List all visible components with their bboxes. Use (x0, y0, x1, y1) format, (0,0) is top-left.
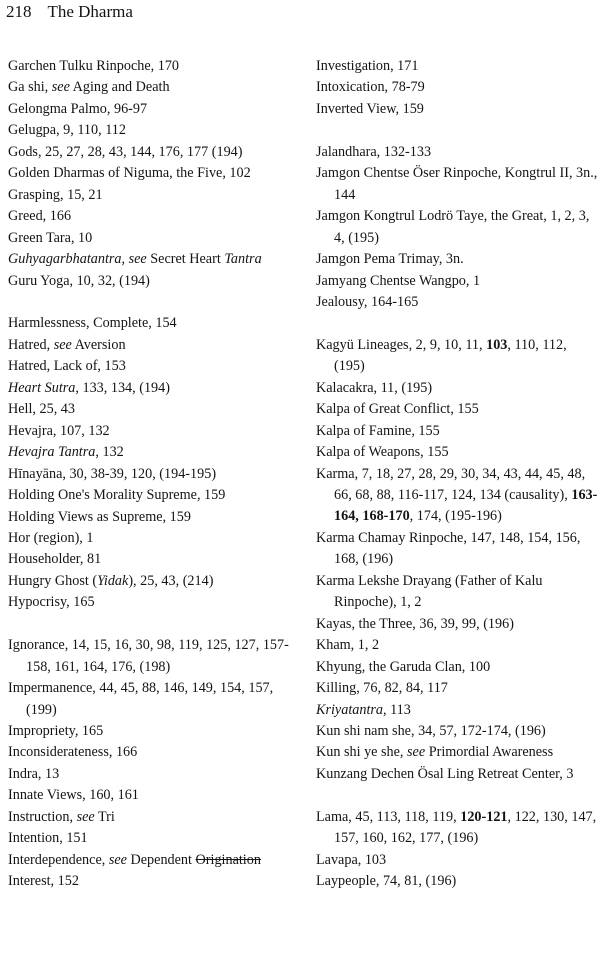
index-entry-text: Kayas, the Three, 36, 39, 99, (196) (316, 615, 514, 632)
index-entry (8, 464, 298, 485)
index-entry-text: Golden Dharmas of Niguma, the Five, 102 (8, 165, 251, 182)
index-entry-text: Hungry Ghost ( (8, 572, 98, 589)
index-entry-text: , 133, 134, (194) (75, 379, 170, 396)
section-gap (8, 292, 298, 313)
index-entry-text: Intention, 151 (8, 830, 88, 847)
section-gap (316, 785, 598, 806)
index-entry-text: Kalacakra, 11, (195) (316, 379, 433, 396)
index-entry-text: , 132 (95, 444, 124, 461)
index-entry-text: Impermanence, 44, 45, 88, 146, 149, 154, 157, (199) (8, 680, 274, 718)
index-entry (316, 464, 598, 528)
index-entry-text: Origination (195, 851, 261, 868)
index-entry-text: Interest, 152 (8, 873, 79, 890)
index-entry-text: Kagyü Lineages, 2, 9, 10, 11, (316, 336, 487, 353)
index-entry (8, 807, 298, 828)
index-entry-text: Interdependence, (8, 851, 109, 868)
index-entry-text: Guru Yoga, 10, 32, (194) (8, 272, 150, 289)
index-entry-text: Kham, 1, 2 (316, 637, 380, 654)
page-number: 218 (6, 2, 32, 21)
index-entry-text: Hell, 25, 43 (8, 401, 75, 418)
index-entry-text: Garchen Tulku Rinpoche, 170 (8, 58, 180, 74)
index-entry-text: Indra, 13 (8, 765, 60, 782)
index-entry-text: Grasping, 15, 21 (8, 186, 103, 203)
index-entry-text: Heart Sutra (8, 379, 76, 396)
index-entry-text: Intoxication, 78-79 (316, 79, 425, 96)
index-entry-text: Tantra (224, 251, 262, 268)
index-entry-text: see (407, 744, 426, 761)
index-entry (316, 142, 598, 163)
index-entry (8, 421, 298, 442)
index-entry-text: Investigation, 171 (316, 58, 419, 74)
index-entry (316, 721, 598, 742)
index-entry-text: Primordial Awareness (425, 744, 554, 761)
index-entry (8, 185, 298, 206)
index-entry-text: Hor (region), 1 (8, 529, 94, 546)
index-entry (8, 785, 298, 806)
section-gap (316, 120, 598, 141)
index-entry (8, 77, 298, 98)
index-entry-text: Impropriety, 165 (8, 723, 104, 740)
index-entry-text: Greed, 166 (8, 208, 72, 225)
index-entry (8, 742, 298, 763)
index-column-left (8, 56, 298, 893)
index-entry (316, 764, 598, 785)
index-entry (8, 228, 298, 249)
index-entry (316, 700, 598, 721)
index-entry-text: Hevajra Tantra (8, 444, 96, 461)
index-entry-text: Jamgon Kongtrul Lodrö Taye, the Great, 1, 2, 3, 4, (195) (316, 208, 590, 246)
index-entry (8, 850, 298, 871)
index-entry-text: , 122, 130, 147, 157, 160, 162, 177, (196) (334, 808, 597, 847)
index-entry (316, 421, 598, 442)
index-entry-text: Kunzang Dechen Ösal Ling Retreat Center, 3 (316, 765, 574, 782)
index-entry-text: 120-121 (460, 808, 508, 825)
index-entry (8, 206, 298, 227)
index-entry-text: Hevajra, 107, 132 (8, 422, 110, 439)
index-entry-text: , 174, (195-196) (409, 508, 502, 525)
index-entry-text: Karma Lekshe Drayang (Father of Kalu Rinpoche), 1, 2 (316, 572, 543, 611)
index-entry (316, 163, 598, 206)
index-entry (316, 635, 598, 656)
index-entry (316, 292, 598, 313)
index-entry-text: Ignorance, 14, 15, 16, 30, 98, 119, 125, 127, 157-158, 161, 164, 176, (198) (8, 637, 289, 675)
index-entry (316, 614, 598, 635)
index-entry-text: Holding Views as Supreme, 159 (8, 508, 191, 525)
index-entry-text: see (108, 851, 127, 868)
index-entry (8, 313, 298, 334)
running-title: The Dharma (47, 2, 133, 21)
index-entry-text: Hīnayāna, 30, 38-39, 120, (194-195) (8, 465, 217, 482)
index-entry-text: see (51, 79, 70, 96)
index-entry (8, 828, 298, 849)
index-entry-text: Laypeople, 74, 81, (196) (316, 873, 457, 890)
index-entry (8, 142, 298, 163)
index-entry-text: Hypocrisy, 165 (8, 594, 95, 611)
index-entry-text: Kun shi nam she, 34, 57, 172-174, (196) (316, 723, 546, 740)
index-entry (8, 528, 298, 549)
index-entry (8, 507, 298, 528)
index-entry (316, 850, 598, 871)
index-entry-text: Kalpa of Famine, 155 (316, 422, 440, 439)
index-entry (316, 742, 598, 763)
index-entry-text: Green Tara, 10 (8, 229, 93, 246)
index-entry (316, 571, 598, 614)
index-entry (8, 871, 298, 892)
index-entry-text: Hatred, Lack of, 153 (8, 358, 126, 375)
index-entry (8, 571, 298, 592)
index-entry (8, 721, 298, 742)
index-entry-text: 163-164, 168-170 (334, 487, 598, 525)
index-entry-text: Instruction, (8, 808, 77, 825)
index-entry-text: Jamgon Pema Trimay, 3n. (316, 251, 464, 268)
index-entry-text: Lama, 45, 113, 118, 119, (316, 808, 461, 825)
index-entry-text: Karma, 7, 18, 27, 28, 29, 30, 34, 43, 44, 45, 48, 66, 68, 88, 116-117, 124, 134 (causality), (316, 465, 586, 504)
index-column-right (316, 56, 598, 893)
index-entry-text: Kalpa of Great Conflict, 155 (316, 401, 479, 418)
index-entry (316, 399, 598, 420)
index-entry (316, 678, 598, 699)
index-entry (316, 528, 598, 571)
index-entry-text: Holding One's Morality Supreme, 159 (8, 487, 226, 504)
index-entry-text: Jealousy, 164-165 (316, 293, 419, 310)
index-entry (316, 657, 598, 678)
index-entry-text: ), 25, 43, (214) (128, 572, 214, 589)
index-entry-text: Innate Views, 160, 161 (8, 787, 139, 804)
index-entry-text: Gods, 25, 27, 28, 43, 144, 176, 177 (194) (8, 143, 243, 160)
index-entry-text: Hatred, (8, 336, 54, 353)
index-entry (8, 120, 298, 141)
index-entry-text: Gelongma Palmo, 96-97 (8, 100, 148, 117)
index-entry (8, 635, 298, 678)
index-entry (8, 592, 298, 613)
index-entry-text: Jalandhara, 132-133 (316, 143, 432, 160)
index-entry-text: Kalpa of Weapons, 155 (316, 444, 449, 461)
index-entry-text: Jamyang Chentse Wangpo, 1 (316, 272, 481, 289)
index-entry-text: Inverted View, 159 (316, 100, 424, 117)
index-entry (8, 249, 298, 270)
index-entry-text: Secret Heart (146, 251, 225, 268)
index-entry-text: see (53, 336, 72, 353)
index-entry (8, 378, 298, 399)
index-entry-text: Guhyagarbhatantra, see (8, 251, 147, 268)
index-entry (316, 807, 598, 850)
index-entry (8, 163, 298, 184)
index-entry (8, 56, 298, 77)
index-entry-text: , 113 (383, 701, 411, 718)
index-entry (316, 378, 598, 399)
index-entry (8, 271, 298, 292)
index-entry-text: 103 (486, 336, 508, 353)
index-entry-text: , 110, 112, (195) (334, 336, 567, 375)
index-entry (8, 485, 298, 506)
index-entry-text: Gelugpa, 9, 110, 112 (8, 122, 126, 139)
index-entry-text: Ga shi, (8, 79, 52, 96)
index-entry-text: Aversion (71, 336, 126, 353)
index-entry (8, 399, 298, 420)
index-entry-text: Tri (94, 808, 115, 825)
index-entry-text: Kun shi ye she, (316, 744, 408, 761)
index-entry-text: Jamgon Chentse Öser Rinpoche, Kongtrul II, 3n., 144 (316, 165, 598, 203)
page-header (6, 1, 133, 23)
index-entry (316, 442, 598, 463)
index-entry-text: Khyung, the Garuda Clan, 100 (316, 658, 491, 675)
index-entry (316, 99, 598, 120)
index-entry (316, 56, 598, 77)
index-entry-text: Killing, 76, 82, 84, 117 (316, 680, 448, 697)
index-entry-text: Householder, 81 (8, 551, 102, 568)
index-entry (8, 335, 298, 356)
index-entry (316, 77, 598, 98)
index-entry (316, 249, 598, 270)
index-entry (316, 206, 598, 249)
index-entry (8, 99, 298, 120)
index-entry-text: Karma Chamay Rinpoche, 147, 148, 154, 156, 168, (196) (316, 529, 581, 568)
index-entry (8, 764, 298, 785)
index-entry (8, 356, 298, 377)
index-entry (8, 678, 298, 721)
index-entry (8, 549, 298, 570)
index-entry (316, 271, 598, 292)
index-entry-text: Inconsiderateness, 166 (8, 744, 138, 761)
index-entry-text: Dependent (126, 851, 196, 868)
index-entry (8, 442, 298, 463)
index-entry-text: Harmlessness, Complete, 154 (8, 315, 177, 332)
index-entry (316, 871, 598, 892)
index-entry-text: Lavapa, 103 (316, 851, 387, 868)
index-entry-text: see (76, 808, 95, 825)
section-gap (316, 313, 598, 334)
index-entry-text: Aging and Death (69, 79, 170, 96)
index-entry-text: Yidak (97, 572, 129, 589)
index-entry (316, 335, 598, 378)
index-entry-text: Kriyatantra (316, 701, 384, 718)
section-gap (8, 614, 298, 635)
